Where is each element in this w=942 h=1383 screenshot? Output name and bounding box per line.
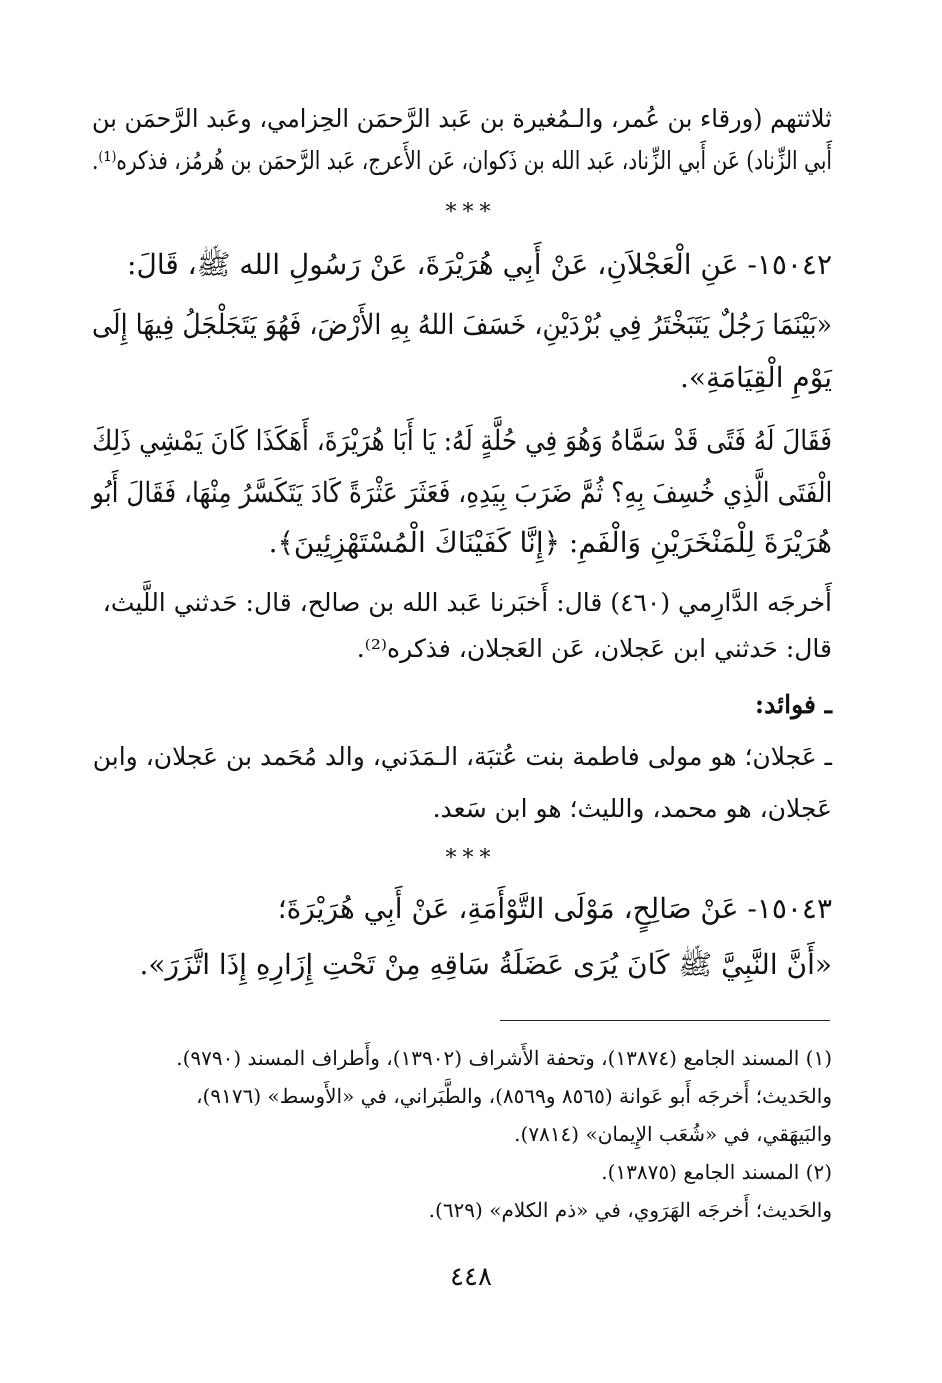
footnote-line: والحَديث؛ أَخرجَه الهَرَوي، في «ذم الكلام» (٦٢٩). — [428, 1198, 832, 1222]
footnote-line: (١) المسند الجامع (١٣٨٧٤)، وتحفة الأَشراف (١٣٩٠٢)، وأَطراف المسند (٩٧٩٠). — [176, 1046, 832, 1070]
intro-line: أَبي الزِّناد) عَن أَبي الزِّناد، عَبد الله بن ذَكوان، عَن الأَعرج، عَبد الرَّحمَن بن هُرمُز، فذكره⁽¹⁾. — [91, 146, 832, 175]
footnote-line: والحَديث؛ أَخرجَه أَبو عَوانة (٨٥٦٥ و٨٥٦٩)، والطَّبَراني، في «الأَوسط» (٩١٧٦)، — [196, 1084, 832, 1108]
hadith-text-line: «بَيْنَمَا رَجُلٌ يَتَبَخْتَرُ فِي بُرْدَيْنِ، خَسَفَ اللهُ بِهِ الأَرْضَ، فَهُوَ يَتَجَلْجَلُ فِيهَا إِلَى — [91, 308, 832, 341]
hadith-text-line: يَوْمِ الْقِيَامَةِ». — [680, 361, 832, 394]
footnote-divider — [500, 1020, 830, 1021]
hadith-15042 — [92, 248, 832, 828]
takhrij-line: أَخرجَه الدَّارِمي (٤٦٠) قال: أَخبَرنا عَبد الله بن صالح، قال: حَدثني اللَّيث، — [102, 588, 832, 617]
hadith-header: ١٥٠٤٣- عَنْ صَالِحٍ، مَوْلَى التَّوْأَمَةِ، عَنْ أَبِي هُرَيْرَةَ؛ — [277, 892, 832, 925]
benefit-line: عَجلان، هو محمد، والليث؛ هو ابن سَعد. — [432, 794, 832, 823]
hadith-header: ١٥٠٤٢- عَنِ الْعَجْلاَنِ، عَنْ أَبِي هُرَيْرَةَ، عَنْ رَسُولِ الله ﷺ، قَالَ: — [127, 248, 832, 281]
takhrij-line: قال: حَدثني ابن عَجلان، عَن العَجلان، فذكره⁽²⁾. — [356, 634, 832, 663]
benefits-paragraph — [92, 742, 832, 832]
section-separator: *** — [445, 846, 497, 871]
story-line: هُرَيْرَةَ لِلْمَنْخَرَيْنِ وَالْفَمِ: ﴿إِنَّا كَفَيْنَاكَ الْمُسْتَهْزِئِينَ﴾. — [268, 526, 832, 559]
takhrij-paragraph — [92, 588, 832, 678]
story-line: فَقَالَ لَهُ فَتًى قَدْ سَمَّاهُ وَهُوَ فِي حُلَّةٍ لَهُ: يَا أَبَا هُرَيْرَةَ، أَهَكَذَا كَانَ يَمْشِي ذَلِكَ — [91, 424, 832, 457]
intro-paragraph — [92, 104, 832, 184]
section-separator: *** — [445, 200, 497, 225]
footnotes — [92, 1046, 832, 1246]
benefits-heading-text: ـ فوائد: — [754, 690, 832, 719]
footnote-line: والبَيهَقي، في «شُعَب الإِيمان» (٧٨١٤). — [514, 1122, 832, 1146]
benefits-heading — [92, 690, 832, 724]
page-number: ٤٤٨ — [450, 1262, 492, 1292]
hadith-text-line: «أَنَّ النَّبِيَّ ﷺ كَانَ يُرَى عَضَلَةُ سَاقِهِ مِنْ تَحْتِ إِزَارِهِ إِذَا اتَّزَرَ». — [139, 948, 832, 981]
footnote-line: (٢) المسند الجامع (١٣٨٧٥). — [601, 1160, 832, 1184]
intro-line: ثلاثتهم (ورقاء بن عُمر، والـمُغيرة بن عَبد الرَّحمَن الحِزامي، وعَبد الرَّحمَن بن — [92, 104, 832, 133]
story-line: الْفَتَى الَّذِي خُسِفَ بِهِ؟ ثُمَّ ضَرَبَ بِيَدِهِ، فَعَثَرَ عَثْرَةً كَادَ يَتَكَسَّرُ مِنْهَا، فَقَالَ أَبُو — [91, 476, 832, 509]
benefit-line: ـ عَجلان؛ هو مولى فاطمة بنت عُتبَة، الـمَدَني، والد مُحَمد بن عَجلان، وابن — [92, 742, 832, 771]
hadith-15043 — [92, 892, 832, 1002]
